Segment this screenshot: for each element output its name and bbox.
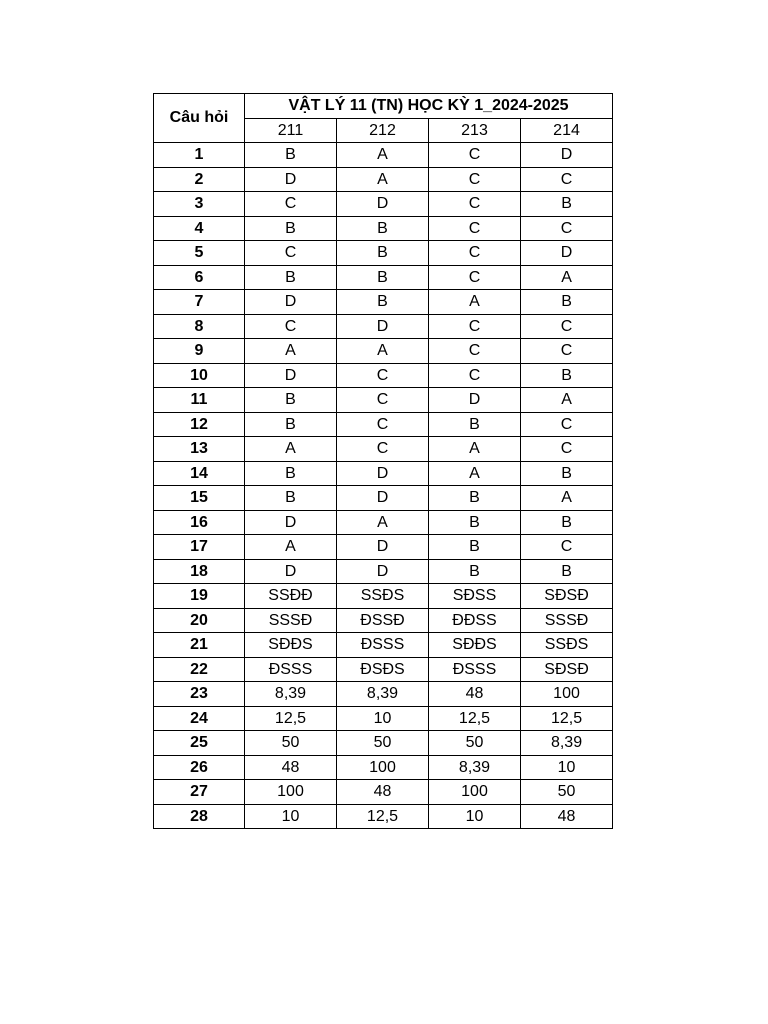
question-number: 24 <box>154 706 245 731</box>
answer-cell: C <box>521 412 613 437</box>
answer-cell: ĐSSĐ <box>337 608 429 633</box>
table-row <box>154 755 613 780</box>
answer-cell: 10 <box>429 804 521 829</box>
question-number: 18 <box>154 559 245 584</box>
question-number: 2 <box>154 167 245 192</box>
answer-cell: 50 <box>429 731 521 756</box>
answer-cell: C <box>245 314 337 339</box>
question-number: 3 <box>154 192 245 217</box>
answer-cell: ĐĐSS <box>429 608 521 633</box>
answer-cell: C <box>429 265 521 290</box>
answer-cell: 12,5 <box>429 706 521 731</box>
question-column-header: Câu hỏi <box>154 94 245 143</box>
answer-cell: C <box>521 437 613 462</box>
answer-cell: 100 <box>245 780 337 805</box>
answer-cell: ĐSĐS <box>337 657 429 682</box>
answer-cell: D <box>245 167 337 192</box>
answer-cell: B <box>245 412 337 437</box>
question-number: 8 <box>154 314 245 339</box>
answer-cell: SĐĐS <box>429 633 521 658</box>
question-number: 13 <box>154 437 245 462</box>
table-row <box>154 241 613 266</box>
table-row <box>154 486 613 511</box>
question-number: 1 <box>154 143 245 168</box>
answer-cell: C <box>521 216 613 241</box>
table-row <box>154 706 613 731</box>
exam-code-header: 213 <box>429 118 521 143</box>
table-row <box>154 412 613 437</box>
question-number: 25 <box>154 731 245 756</box>
question-number: 7 <box>154 290 245 315</box>
answer-cell: A <box>429 461 521 486</box>
answer-cell: 50 <box>337 731 429 756</box>
answer-cell: C <box>337 363 429 388</box>
table-row <box>154 608 613 633</box>
answer-cell: D <box>245 363 337 388</box>
answer-cell: SSĐS <box>337 584 429 609</box>
table-row <box>154 314 613 339</box>
answer-cell: C <box>245 241 337 266</box>
answer-cell: A <box>429 290 521 315</box>
table-row <box>154 535 613 560</box>
answer-cell: C <box>429 192 521 217</box>
answer-cell: A <box>521 265 613 290</box>
table-row <box>154 216 613 241</box>
answer-cell: ĐSSS <box>337 633 429 658</box>
answer-cell: 8,39 <box>429 755 521 780</box>
answer-cell: B <box>429 510 521 535</box>
answer-cell: 48 <box>337 780 429 805</box>
table-row <box>154 143 613 168</box>
question-number: 6 <box>154 265 245 290</box>
answer-cell: C <box>429 363 521 388</box>
answer-cell: D <box>245 559 337 584</box>
answer-cell: B <box>245 216 337 241</box>
answer-cell: C <box>245 192 337 217</box>
header-row-title <box>154 94 613 119</box>
answer-cell: 48 <box>245 755 337 780</box>
table-row <box>154 290 613 315</box>
question-number: 12 <box>154 412 245 437</box>
table-row <box>154 167 613 192</box>
answer-cell: C <box>429 216 521 241</box>
answer-cell: B <box>337 216 429 241</box>
question-number: 26 <box>154 755 245 780</box>
question-number: 17 <box>154 535 245 560</box>
answer-cell: A <box>337 167 429 192</box>
question-number: 22 <box>154 657 245 682</box>
exam-code-header: 214 <box>521 118 613 143</box>
answer-cell: C <box>337 388 429 413</box>
table-title: VẬT LÝ 11 (TN) HỌC KỲ 1_2024-2025 <box>245 94 613 119</box>
answer-cell: 100 <box>337 755 429 780</box>
question-number: 16 <box>154 510 245 535</box>
answer-cell: C <box>429 241 521 266</box>
answer-cell: 12,5 <box>521 706 613 731</box>
question-number: 10 <box>154 363 245 388</box>
answer-cell: C <box>429 314 521 339</box>
exam-code-header: 212 <box>337 118 429 143</box>
answer-cell: D <box>337 486 429 511</box>
table-row <box>154 584 613 609</box>
table-row <box>154 388 613 413</box>
answer-cell: 100 <box>521 682 613 707</box>
answer-cell: C <box>337 412 429 437</box>
answer-cell: 10 <box>245 804 337 829</box>
question-number: 11 <box>154 388 245 413</box>
answer-cell: 48 <box>429 682 521 707</box>
answer-cell: B <box>429 535 521 560</box>
question-number: 4 <box>154 216 245 241</box>
answer-cell: 50 <box>521 780 613 805</box>
table-row <box>154 657 613 682</box>
answer-cell: ĐSSS <box>429 657 521 682</box>
table-row <box>154 804 613 829</box>
answer-cell: B <box>337 290 429 315</box>
answer-cell: SĐSĐ <box>521 657 613 682</box>
answer-cell: D <box>337 314 429 339</box>
answer-cell: A <box>245 437 337 462</box>
answer-cell: D <box>245 510 337 535</box>
answer-cell: B <box>521 192 613 217</box>
question-number: 20 <box>154 608 245 633</box>
answer-cell: C <box>521 535 613 560</box>
table-row <box>154 265 613 290</box>
answer-cell: A <box>337 143 429 168</box>
answer-cell: A <box>521 388 613 413</box>
answer-cell: C <box>429 339 521 364</box>
question-number: 21 <box>154 633 245 658</box>
answer-cell: D <box>337 535 429 560</box>
answer-key-table <box>153 93 613 829</box>
answer-cell: 10 <box>337 706 429 731</box>
answer-cell: A <box>245 535 337 560</box>
answer-cell: B <box>245 265 337 290</box>
answer-cell: SSSĐ <box>521 608 613 633</box>
answer-cell: B <box>337 265 429 290</box>
answer-cell: 48 <box>521 804 613 829</box>
answer-cell: B <box>245 388 337 413</box>
table-row <box>154 682 613 707</box>
answer-cell: A <box>521 486 613 511</box>
question-number: 23 <box>154 682 245 707</box>
answer-cell: D <box>337 461 429 486</box>
answer-cell: 100 <box>429 780 521 805</box>
answer-cell: B <box>245 486 337 511</box>
table-row <box>154 510 613 535</box>
question-number: 14 <box>154 461 245 486</box>
answer-cell: B <box>521 510 613 535</box>
answer-cell: A <box>245 339 337 364</box>
question-number: 5 <box>154 241 245 266</box>
answer-cell: B <box>429 486 521 511</box>
answer-cell: SSĐĐ <box>245 584 337 609</box>
table-row <box>154 192 613 217</box>
answer-cell: 12,5 <box>245 706 337 731</box>
answer-cell: B <box>245 461 337 486</box>
exam-code-header: 211 <box>245 118 337 143</box>
answer-cell: B <box>521 290 613 315</box>
answer-cell: 12,5 <box>337 804 429 829</box>
answer-cell: C <box>521 339 613 364</box>
question-number: 9 <box>154 339 245 364</box>
answer-cell: B <box>337 241 429 266</box>
answer-cell: SSSĐ <box>245 608 337 633</box>
table-header <box>154 94 613 143</box>
answer-cell: C <box>521 167 613 192</box>
question-number: 19 <box>154 584 245 609</box>
answer-cell: SĐSS <box>429 584 521 609</box>
answer-cell: C <box>429 167 521 192</box>
answer-cell: B <box>521 559 613 584</box>
answer-cell: A <box>337 510 429 535</box>
answer-cell: D <box>337 559 429 584</box>
question-number: 28 <box>154 804 245 829</box>
answer-cell: B <box>521 461 613 486</box>
answer-cell: SSĐS <box>521 633 613 658</box>
answer-cell: A <box>337 339 429 364</box>
answer-cell: D <box>429 388 521 413</box>
answer-cell: D <box>521 143 613 168</box>
answer-cell: B <box>521 363 613 388</box>
question-number: 27 <box>154 780 245 805</box>
answer-cell: B <box>429 412 521 437</box>
table-row <box>154 633 613 658</box>
answer-cell: C <box>521 314 613 339</box>
answer-cell: D <box>245 290 337 315</box>
answer-cell: C <box>337 437 429 462</box>
answer-cell: 8,39 <box>337 682 429 707</box>
answer-cell: B <box>245 143 337 168</box>
table-row <box>154 559 613 584</box>
answer-cell: 50 <box>245 731 337 756</box>
answer-cell: 10 <box>521 755 613 780</box>
answer-cell: D <box>337 192 429 217</box>
question-number: 15 <box>154 486 245 511</box>
table-row <box>154 780 613 805</box>
answer-cell: D <box>521 241 613 266</box>
answer-cell: C <box>429 143 521 168</box>
table-row <box>154 363 613 388</box>
answer-cell: 8,39 <box>245 682 337 707</box>
answer-cell: SĐĐS <box>245 633 337 658</box>
answer-cell: ĐSSS <box>245 657 337 682</box>
answer-cell: 8,39 <box>521 731 613 756</box>
table-row <box>154 437 613 462</box>
answer-cell: A <box>429 437 521 462</box>
table-body <box>154 143 613 829</box>
answer-cell: SĐSĐ <box>521 584 613 609</box>
table-row <box>154 731 613 756</box>
answer-cell: B <box>429 559 521 584</box>
table-row <box>154 461 613 486</box>
table-row <box>154 339 613 364</box>
